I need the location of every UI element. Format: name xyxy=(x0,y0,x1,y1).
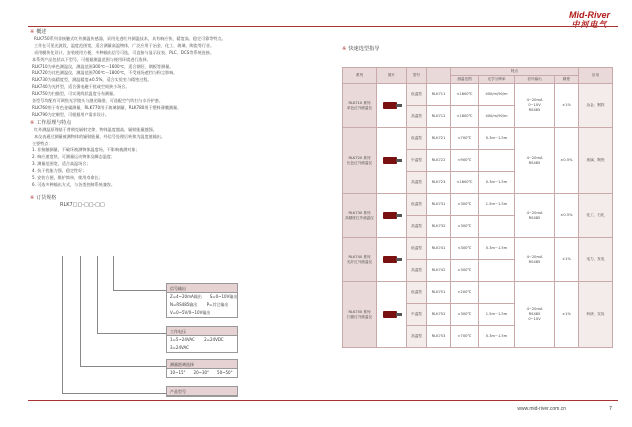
spec-row: 3=24VAC xyxy=(170,345,189,350)
product-image-cell xyxy=(377,194,407,238)
brand-name: Mid-River xyxy=(568,10,610,20)
resolution-cell: 0.3m~1.5m xyxy=(479,326,515,348)
range-cell: >200℃ xyxy=(451,282,479,304)
overview-line: RLK720为比色测温仪，测温范围700℃～1800℃，不受视场遮挡与粉尘影响。 xyxy=(32,70,178,76)
principle-line: 5. 安装方便，维护简单，使用寿命长； xyxy=(32,175,103,181)
sensor-image-icon xyxy=(381,154,403,166)
output-cell: 4~20mA RS485 0~10V xyxy=(515,282,555,348)
range-cell: >300℃ xyxy=(451,216,479,238)
principle-line: 红外测温原理基于普朗克辐射定律，物体温度越高，辐射能量越强。 xyxy=(34,126,157,132)
code-connector-1 xyxy=(62,256,63,393)
col-image: 图片 xyxy=(377,68,407,84)
model-cell: RLK732 xyxy=(427,216,451,238)
resolution-cell: 400/m/90/m xyxy=(479,106,515,128)
accuracy-cell: ±0.5% xyxy=(555,194,579,238)
principle-line: 2. 响应速度快，可测量运动物体及瞬态温度； xyxy=(32,154,115,160)
bottom-rule xyxy=(28,400,618,401)
code-leader-2 xyxy=(97,333,166,334)
spec-row: V=0~5V/0~10V输出 xyxy=(170,310,211,315)
spec-row: N=RS485输出 P=其它输出 xyxy=(170,302,229,307)
range-cell: >300℃ xyxy=(451,260,479,282)
col-range: 测温范围 xyxy=(451,76,479,84)
accuracy-cell: ±1% xyxy=(555,84,579,128)
resolution-cell: 0.3m~1.5m xyxy=(479,238,515,260)
order-code: RLK7□□-□□-□□ xyxy=(60,201,105,208)
spec-box-distance xyxy=(166,359,238,378)
application-cell: 玻璃、陶瓷 xyxy=(579,128,613,194)
type-cell: 高温型 xyxy=(407,260,427,282)
selection-table xyxy=(342,67,613,348)
code-leader-3 xyxy=(80,366,166,367)
overview-line: RLK760用于有色金属测量，RLK770用于玻璃测量，RLK780用于塑料薄膜测量。 xyxy=(32,104,182,110)
principle-line: 主要特点： xyxy=(32,140,53,146)
brand-subname: 中河电气 xyxy=(571,20,608,29)
overview-line: RLK790为定制型，可根据用户需求设计。 xyxy=(32,111,110,117)
table-row xyxy=(343,84,613,106)
range-cell: <900℃ xyxy=(451,150,479,172)
output-cell: 4~20mA RS485 xyxy=(515,194,555,238)
model-cell: RLK723 xyxy=(427,172,451,194)
model-cell: RLK721 xyxy=(427,128,451,150)
type-cell: 高温型 xyxy=(407,326,427,348)
type-cell: 低温型 xyxy=(407,238,427,260)
overview-line: RLK730为高精度型，测温精度±0.5%，适合实验室与精密过程。 xyxy=(32,77,152,83)
product-image-cell xyxy=(377,282,407,348)
overview-line: 各型号均配有可调焦光学镜头与激光瞄准，可选配空气吹扫与水冷护套。 xyxy=(32,98,163,104)
code-leader-1 xyxy=(113,290,166,291)
overview-line: RLK740为光纤型，适合强电磁干扰或空间狭小场合。 xyxy=(32,84,130,90)
type-cell: 高温型 xyxy=(407,216,427,238)
type-cell: 中温型 xyxy=(407,150,427,172)
page-number: 7 xyxy=(608,406,612,412)
model-cell: RLK753 xyxy=(427,326,451,348)
application-cell: 电力、发电 xyxy=(579,238,613,282)
col-series: 系列 xyxy=(343,68,377,84)
col-output: 信号输出 xyxy=(515,76,555,84)
overview-title: ※ 概述 xyxy=(30,29,47,35)
order-title: ※ 订货规格 xyxy=(30,194,57,201)
overview-line: 工作在可见光波段，温度范围宽，适合测量高温物体，广泛应用于冶金、化工、玻璃、陶瓷等行业。 xyxy=(34,42,215,48)
product-image-cell xyxy=(377,238,407,282)
resolution-cell: 400/m/90/m xyxy=(479,84,515,106)
overview-line: RLK750系列非接触式红外测温传感器，采用先进红外测温技术，具有响应快、精度高、稳定可靠等特点。 xyxy=(34,35,226,41)
range-cell: <1800℃ xyxy=(451,106,479,128)
accuracy-cell: ±1% xyxy=(555,238,579,282)
table-row xyxy=(343,282,613,304)
spec-box-voltage xyxy=(166,326,238,353)
overview-line: RLK750为扫描型，可实现线状温度分布测量。 xyxy=(32,91,118,97)
output-cell: 4~20mA RS485 xyxy=(515,238,555,282)
principle-line: 4. 抗干扰能力强，稳定性好； xyxy=(32,168,87,174)
range-cell: >700℃ xyxy=(451,326,479,348)
range-cell: >300℃ xyxy=(451,194,479,216)
type-cell: 高温型 xyxy=(407,106,427,128)
col-type: 型号 xyxy=(407,68,427,84)
resolution-cell xyxy=(479,150,515,172)
spec-row: 1=5~24VAC 2=24VDC xyxy=(170,337,224,342)
left-column xyxy=(30,28,300,210)
principle-line: 1. 非接触测量，不破坏被测物体温度场，不影响被测对象； xyxy=(32,147,140,153)
sensor-image-icon xyxy=(381,253,403,265)
series-cell: RLK710 系列 单色红外测温仪 xyxy=(343,84,377,128)
spec-head: 信号输出 xyxy=(167,284,237,293)
sensor-image-icon xyxy=(381,209,403,221)
principle-title: ※ 工作原理与特点 xyxy=(30,119,72,126)
spec-box-signal xyxy=(166,283,238,318)
output-cell: 4~20mA RS485 xyxy=(515,128,555,194)
type-cell: 中温型 xyxy=(407,304,427,326)
spec-box-model xyxy=(166,386,238,397)
series-cell: RLK730 系列 高精度红外测温仪 xyxy=(343,194,377,238)
overview-line: 本系列产品包括以下型号，可根据测温范围与使用环境进行选择。 xyxy=(32,56,151,62)
spec-row: 10~15° 20~30° 50~50° xyxy=(170,370,233,375)
series-cell: RLK740 系列 光纤红外测温仪 xyxy=(343,238,377,282)
model-cell: RLK711 xyxy=(427,84,451,106)
resolution-cell: 0.3m~1.5m xyxy=(479,128,515,150)
col-features: 特点 xyxy=(451,68,579,76)
spec-head: 工作电压 xyxy=(167,327,237,336)
principle-line: 本仪表通过测量被测物体的辐射能量，经信号处理后转换为温度值输出。 xyxy=(34,133,165,139)
col-app: 应用 xyxy=(579,68,613,84)
model-cell: RLK731 xyxy=(427,194,451,216)
resolution-cell: 0.3m~1.5m xyxy=(479,172,515,194)
table-row xyxy=(343,128,613,150)
product-image-cell xyxy=(377,84,407,128)
series-cell: RLK750 系列 扫描红外测温仪 xyxy=(343,282,377,348)
product-image-cell xyxy=(377,128,407,194)
sensor-image-icon xyxy=(381,308,403,320)
overview-line: RLK710为单色测温仪，测温范围300℃～1600℃，适合钢坯、钢板等测量。 xyxy=(32,63,174,69)
series-cell: RLK720 系列 比色红外测温仪 xyxy=(343,128,377,194)
type-cell: 低温型 xyxy=(407,84,427,106)
overview-text xyxy=(30,36,300,119)
table-row xyxy=(343,238,613,260)
type-cell: 低温型 xyxy=(407,194,427,216)
model-cell: RLK751 xyxy=(427,282,451,304)
code-connector-4 xyxy=(113,256,114,290)
accuracy-cell: ±1% xyxy=(555,282,579,348)
range-cell: <700℃ xyxy=(451,128,479,150)
col-model xyxy=(427,68,451,84)
overview-line: 采用模块化设计，安装使用方便，多种输出信号可选，可直接与显示仪表、PLC、DCS等系统连接。 xyxy=(34,49,214,55)
top-rule xyxy=(28,26,618,27)
output-cell: 4~20mA 0~10V RS485 xyxy=(515,84,555,128)
model-cell: RLK741 xyxy=(427,238,451,260)
sensor-image-icon xyxy=(381,99,403,111)
model-cell: RLK742 xyxy=(427,260,451,282)
range-cell: >300℃ xyxy=(451,304,479,326)
range-cell: <300℃ xyxy=(451,238,479,260)
col-resolution: 光学分辨率 xyxy=(479,76,515,84)
principle-text xyxy=(30,127,300,189)
principle-line: 3. 测量范围宽，适合高温场合； xyxy=(32,161,91,167)
application-cell: 冶金、钢铁 xyxy=(579,84,613,128)
code-connector-3 xyxy=(97,256,98,333)
range-cell: <1600℃ xyxy=(451,172,479,194)
model-cell: RLK712 xyxy=(427,106,451,128)
code-connector-2 xyxy=(80,256,81,366)
spec-row: Z=4~20mA输出 S=0~10V输出 xyxy=(170,294,238,299)
application-cell: 科研、实验 xyxy=(579,282,613,348)
table-row xyxy=(343,194,613,216)
application-cell: 化工、石化 xyxy=(579,194,613,238)
model-cell: RLK722 xyxy=(427,150,451,172)
selection-guide-title: ※ 快速选型指导 xyxy=(342,46,380,52)
resolution-cell xyxy=(479,216,515,238)
type-cell: 高温型 xyxy=(407,172,427,194)
footer-url[interactable]: www.mid-river.com.cn xyxy=(517,406,566,412)
principle-line: 6. 可选多种输出方式，与各类控制系统兼容。 xyxy=(32,181,115,187)
accuracy-cell: ±0.5% xyxy=(555,128,579,194)
col-accuracy: 精度 xyxy=(555,76,579,84)
resolution-cell xyxy=(479,282,515,304)
resolution-cell: 1.5m~1.5m xyxy=(479,194,515,216)
code-leader-4 xyxy=(62,393,166,394)
spec-head: 产品型号 xyxy=(167,387,237,396)
model-cell: RLK752 xyxy=(427,304,451,326)
type-cell: 低温型 xyxy=(407,282,427,304)
resolution-cell xyxy=(479,260,515,282)
type-cell: 低温型 xyxy=(407,128,427,150)
resolution-cell: 1.5m~1.5m xyxy=(479,304,515,326)
range-cell: <1600℃ xyxy=(451,84,479,106)
spec-head: 测量距离选择 xyxy=(167,360,237,369)
